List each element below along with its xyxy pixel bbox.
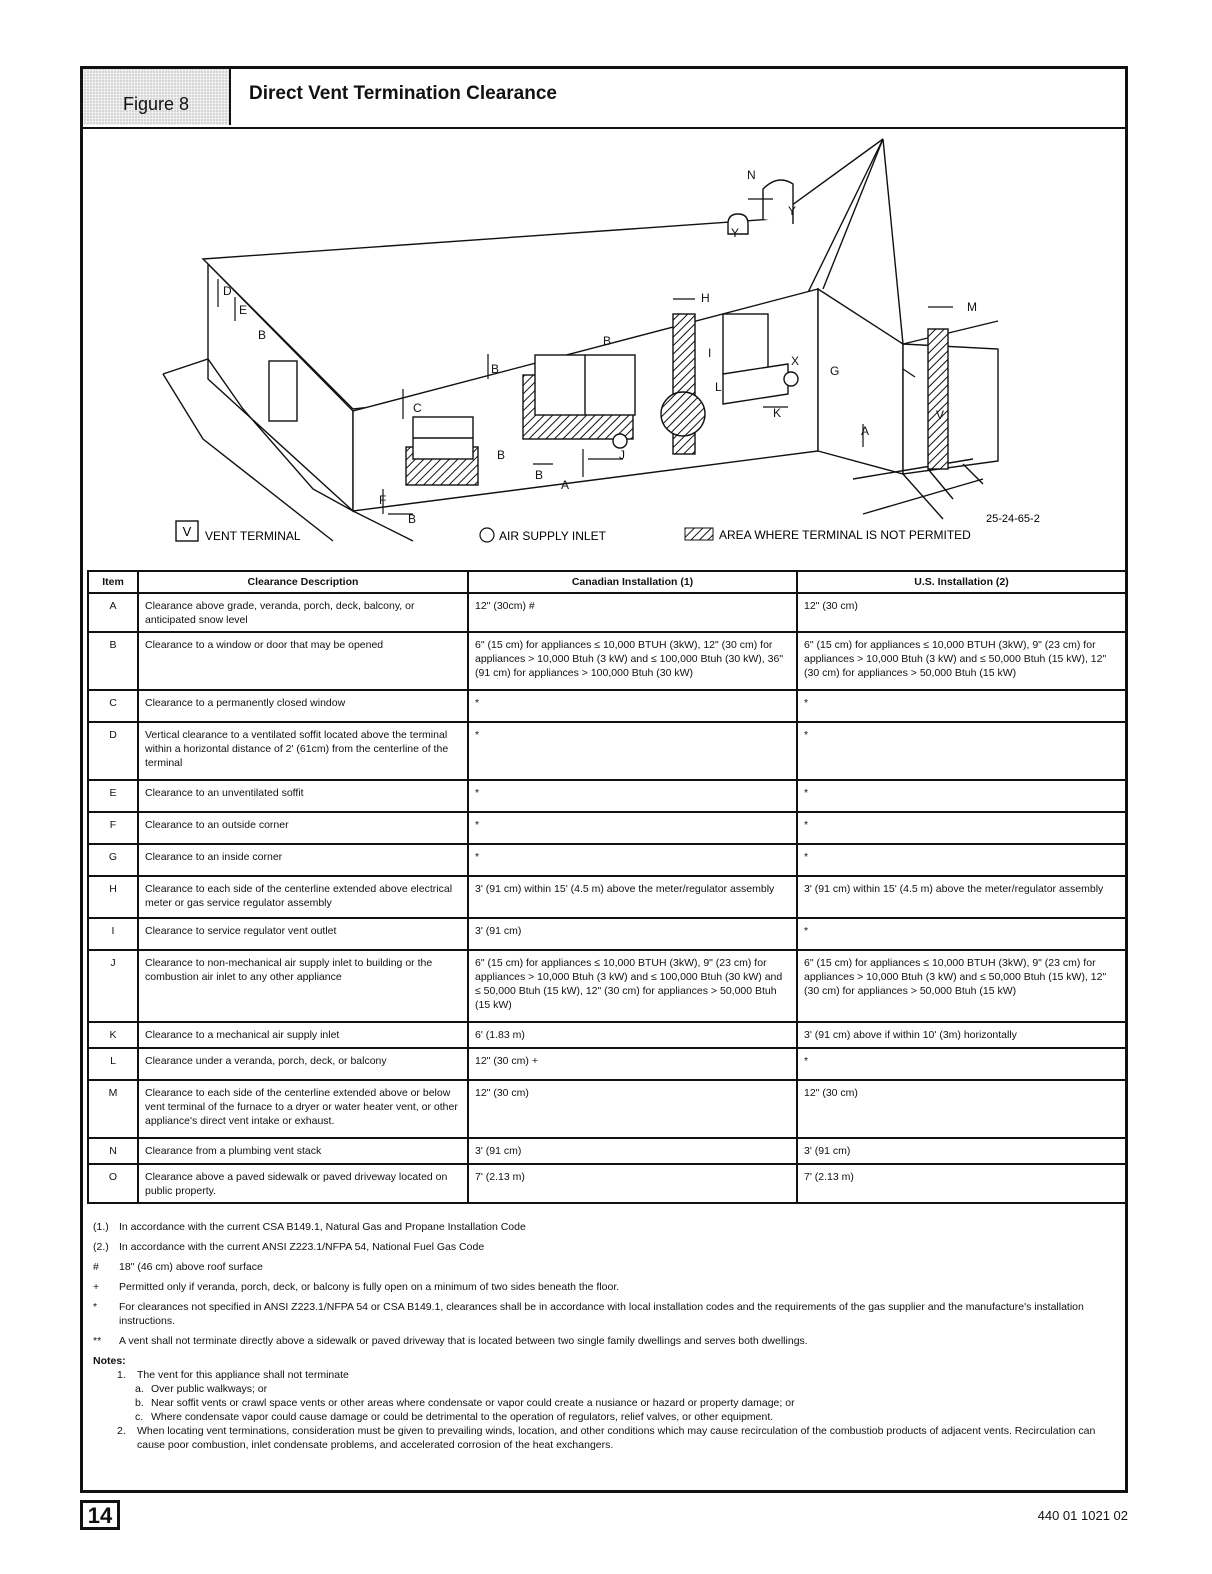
canadian-cell: 6" (15 cm) for appliances ≤ 10,000 BTUH (3kW), 12" (30 cm) for appliances > 10,000 Btuh (3 kW) and ≤ 100,000 Btuh (30 kW), 36" (91 cm) for appliances > 100,000 Btuh (30 kW) xyxy=(468,632,797,690)
footnote xyxy=(89,1280,1125,1294)
footnote xyxy=(89,1300,1125,1328)
note-sub-item xyxy=(89,1396,1125,1410)
right-wall xyxy=(903,344,998,474)
callout-v-right: V xyxy=(936,408,945,422)
col-header-us: U.S. Installation (2) xyxy=(797,571,1126,593)
footnote xyxy=(89,1260,1125,1274)
note-2 xyxy=(89,1424,1125,1452)
item-cell: I xyxy=(88,918,138,950)
footnote-text: A vent shall not terminate directly above a sidewalk or paved driveway that is located between two single family dwellings and serves both dwellings. xyxy=(119,1335,808,1347)
canadian-cell: 7' (2.13 m) xyxy=(468,1164,797,1203)
legend-not-permitted: AREA WHERE TERMINAL IS NOT PERMITED xyxy=(719,528,971,542)
footnote-text: 18" (46 cm) above roof surface xyxy=(119,1261,263,1273)
callout-g: G xyxy=(830,364,840,378)
callout-h: H xyxy=(701,291,710,305)
description-cell: Clearance to a permanently closed window xyxy=(138,690,468,722)
callout-y-2: Y xyxy=(788,204,797,218)
note-sub-mark: c. xyxy=(135,1411,144,1423)
description-cell: Clearance from a plumbing vent stack xyxy=(138,1138,468,1164)
figure-label: Figure 8 xyxy=(83,69,231,125)
footnote-mark: # xyxy=(93,1261,99,1273)
note-sub-text: Over public walkways; or xyxy=(151,1383,268,1395)
item-cell: B xyxy=(88,632,138,690)
callout-a: A xyxy=(561,478,570,492)
air-inlet-symbol xyxy=(480,528,494,542)
not-permitted-symbol xyxy=(685,528,713,540)
item-cell: L xyxy=(88,1048,138,1080)
item-cell: H xyxy=(88,876,138,918)
canadian-cell: * xyxy=(468,780,797,812)
canadian-cell: 6' (1.83 m) xyxy=(468,1022,797,1048)
description-cell: Clearance to an outside corner xyxy=(138,812,468,844)
air-inlet xyxy=(613,434,627,448)
canadian-cell: 12" (30cm) # xyxy=(468,593,797,632)
footnote xyxy=(89,1220,1125,1234)
clearance-table xyxy=(87,570,1127,1204)
canadian-cell: 12" (30 cm) xyxy=(468,1080,797,1138)
table-row xyxy=(88,876,1126,918)
note-sub-mark: a. xyxy=(135,1383,144,1395)
figure-title: Direct Vent Termination Clearance xyxy=(249,83,557,104)
table-row xyxy=(88,1080,1126,1138)
item-cell: O xyxy=(88,1164,138,1203)
callout-i: I xyxy=(708,346,712,360)
house-diagram xyxy=(83,129,1125,569)
item-cell: D xyxy=(88,722,138,780)
footnote-text: In accordance with the current ANSI Z223.1/NFPA 54, National Fuel Gas Code xyxy=(119,1241,485,1253)
description-cell: Clearance to each side of the centerline extended above electrical meter or gas service regulator assembly xyxy=(138,876,468,918)
note-sub-text: Where condensate vapor could cause damage or could be detrimental to the operation of regulators, relief valves, or other equipment. xyxy=(151,1411,774,1423)
inside-corner-wall xyxy=(818,289,903,474)
footnote-mark: (2.) xyxy=(93,1241,109,1253)
us-cell: 12" (30 cm) xyxy=(797,1080,1126,1138)
item-cell: J xyxy=(88,950,138,1022)
callout-e: E xyxy=(239,303,248,317)
us-cell: 3' (91 cm) within 15' (4.5 m) above the meter/regulator assembly xyxy=(797,876,1126,918)
figure-header xyxy=(83,69,1125,129)
us-cell: * xyxy=(797,844,1126,876)
note-sub-item xyxy=(89,1382,1125,1396)
description-cell: Clearance under a veranda, porch, deck, or balcony xyxy=(138,1048,468,1080)
canadian-cell: 6" (15 cm) for appliances ≤ 10,000 BTUH (3kW), 9" (23 cm) for appliances > 10,000 Btuh (3 kW) and ≤ 100,000 Btuh (30 kW) and ≤ 50,000 Btuh (15 kW), 12" (30 cm) for appliances > 50,000 Btuh (15 kW) xyxy=(468,950,797,1022)
description-cell: Clearance to an inside corner xyxy=(138,844,468,876)
note-sub-text: Near soffit vents or crawl space vents or other areas where condensate or vapor could create a nusiance or hazard or property damage; or xyxy=(151,1397,795,1409)
item-cell: A xyxy=(88,593,138,632)
item-cell: N xyxy=(88,1138,138,1164)
canadian-cell: * xyxy=(468,690,797,722)
col-header-canadian: Canadian Installation (1) xyxy=(468,571,797,593)
us-cell: * xyxy=(797,722,1126,780)
item-cell: E xyxy=(88,780,138,812)
footnote-text: In accordance with the current CSA B149.1, Natural Gas and Propane Installation Code xyxy=(119,1221,526,1233)
footnotes-section xyxy=(89,1220,1125,1452)
table-row xyxy=(88,722,1126,780)
vent-symbol-letter: V xyxy=(182,524,192,539)
legend-vent-terminal: VENT TERMINAL xyxy=(205,529,301,543)
item-cell: K xyxy=(88,1022,138,1048)
balcony xyxy=(723,314,768,374)
footnote xyxy=(89,1334,1125,1348)
item-cell: F xyxy=(88,812,138,844)
note-1-mark: 1. xyxy=(117,1369,126,1381)
footnote xyxy=(89,1240,1125,1254)
item-cell: C xyxy=(88,690,138,722)
footnote-mark: ** xyxy=(93,1335,102,1347)
us-cell: * xyxy=(797,812,1126,844)
canadian-cell: * xyxy=(468,844,797,876)
table-row xyxy=(88,918,1126,950)
callout-b-2: B xyxy=(497,448,506,462)
description-cell: Clearance to a mechanical air supply inlet xyxy=(138,1022,468,1048)
us-cell: * xyxy=(797,1048,1126,1080)
table-row xyxy=(88,690,1126,722)
diagram-legend xyxy=(176,513,1040,543)
callout-a-right: A xyxy=(861,424,870,438)
page-number: 14 xyxy=(80,1500,120,1530)
canadian-cell: * xyxy=(468,722,797,780)
us-cell: * xyxy=(797,918,1126,950)
footnote-text: For clearances not specified in ANSI Z223.1/NFPA 54 or CSA B149.1, clearances shall be in accordance with local installation codes and the requirements of the gas supplier and the manufacture's installation instructions. xyxy=(119,1301,1084,1327)
table-row xyxy=(88,844,1126,876)
figure-frame xyxy=(80,66,1128,1493)
door xyxy=(269,361,297,421)
notes-heading: Notes: xyxy=(93,1355,126,1367)
table-header-row xyxy=(88,571,1126,593)
note-1 xyxy=(89,1368,1125,1382)
us-cell: 3' (91 cm) above if within 10' (3m) horizontally xyxy=(797,1022,1126,1048)
note-sub-mark: b. xyxy=(135,1397,144,1409)
air-inlet-2 xyxy=(784,372,798,386)
col-header-description: Clearance Description xyxy=(138,571,468,593)
us-cell: 6" (15 cm) for appliances ≤ 10,000 BTUH (3kW), 9" (23 cm) for appliances > 10,000 Btuh (3 kW) and ≤ 50,000 Btuh (15 kW), 12" (30 cm) for appliances > 50,000 Btuh (15 kW) xyxy=(797,950,1126,1022)
callout-c: C xyxy=(413,401,422,415)
table-row xyxy=(88,632,1126,690)
description-cell: Clearance above a paved sidewalk or paved driveway located on public property. xyxy=(138,1164,468,1203)
table-row xyxy=(88,593,1126,632)
callout-d: D xyxy=(223,284,232,298)
note-2-text: When locating vent terminations, consideration must be given to prevailing winds, location, and other conditions which may cause recirculation of the combustiob products of adjacent vents. Recirculation can cause poor combustion, inlet condensate problems, and accelerated corrosion of the heat exchangers. xyxy=(137,1425,1096,1451)
callout-b-bottom: B xyxy=(408,512,417,526)
callout-y-1: Y xyxy=(731,226,740,240)
callout-b-3: B xyxy=(535,468,544,482)
callout-f: F xyxy=(379,493,387,507)
table-row xyxy=(88,950,1126,1022)
document-number: 440 01 1021 02 xyxy=(1037,1508,1128,1523)
callout-m: M xyxy=(967,300,977,314)
callout-k: K xyxy=(773,406,782,420)
footnote-text: Permitted only if veranda, porch, deck, or balcony is fully open on a minimum of two sides beneath the floor. xyxy=(119,1281,620,1293)
callout-j: J xyxy=(619,448,625,462)
canadian-cell: 3' (91 cm) within 15' (4.5 m) above the meter/regulator assembly xyxy=(468,876,797,918)
description-cell: Clearance to each side of the centerline extended above or below vent terminal of the furnace to a dryer or water heater vent, or other appliance's direct vent intake or exhaust. xyxy=(138,1080,468,1138)
us-cell: 12" (30 cm) xyxy=(797,593,1126,632)
table-row xyxy=(88,1048,1126,1080)
description-cell: Clearance above grade, veranda, porch, deck, balcony, or anticipated snow level xyxy=(138,593,468,632)
canadian-cell: 3' (91 cm) xyxy=(468,918,797,950)
note-sub-item xyxy=(89,1410,1125,1424)
table-row xyxy=(88,1022,1126,1048)
us-cell: 3' (91 cm) xyxy=(797,1138,1126,1164)
description-cell: Clearance to non-mechanical air supply inlet to building or the combustion air inlet to any other appliance xyxy=(138,950,468,1022)
drawing-number: 25-24-65-2 xyxy=(986,513,1040,525)
us-cell: * xyxy=(797,780,1126,812)
footnote-mark: * xyxy=(93,1301,98,1313)
table-row xyxy=(88,1138,1126,1164)
item-cell: M xyxy=(88,1080,138,1138)
footnote-mark: + xyxy=(93,1281,100,1293)
us-cell: 6" (15 cm) for appliances ≤ 10,000 BTUH (3kW), 9" (23 cm) for appliances > 10,000 Btuh (3 kW) and ≤ 50,000 Btuh (15 kW), 12" (30 cm) for appliances > 50,000 Btuh (15 kW) xyxy=(797,632,1126,690)
note-2-mark: 2. xyxy=(117,1425,126,1437)
us-cell: * xyxy=(797,690,1126,722)
us-cell: 7' (2.13 m) xyxy=(797,1164,1126,1203)
canadian-cell: * xyxy=(468,812,797,844)
canadian-cell: 12" (30 cm) + xyxy=(468,1048,797,1080)
callout-b-4: B xyxy=(603,334,612,348)
vent-column-clearance xyxy=(928,329,948,469)
item-cell: G xyxy=(88,844,138,876)
table-row xyxy=(88,780,1126,812)
table-row xyxy=(88,1164,1126,1203)
description-cell: Vertical clearance to a ventilated soffit located above the terminal within a horizontal distance of 2' (61cm) from the centerline of the terminal xyxy=(138,722,468,780)
table-row xyxy=(88,812,1126,844)
house-drawing xyxy=(83,129,1125,569)
callout-n: N xyxy=(747,168,756,182)
canadian-cell: 3' (91 cm) xyxy=(468,1138,797,1164)
callout-l: L xyxy=(715,380,722,394)
callout-x: X xyxy=(791,354,800,368)
description-cell: Clearance to service regulator vent outlet xyxy=(138,918,468,950)
callout-b-left: B xyxy=(258,328,267,342)
note-1-text: The vent for this appliance shall not terminate xyxy=(137,1369,349,1381)
footnote-mark: (1.) xyxy=(93,1221,109,1233)
col-header-item: Item xyxy=(88,571,138,593)
callout-b-1: B xyxy=(491,362,500,376)
description-cell: Clearance to an unventilated soffit xyxy=(138,780,468,812)
description-cell: Clearance to a window or door that may be opened xyxy=(138,632,468,690)
legend-air-supply-inlet: AIR SUPPLY INLET xyxy=(499,529,606,543)
